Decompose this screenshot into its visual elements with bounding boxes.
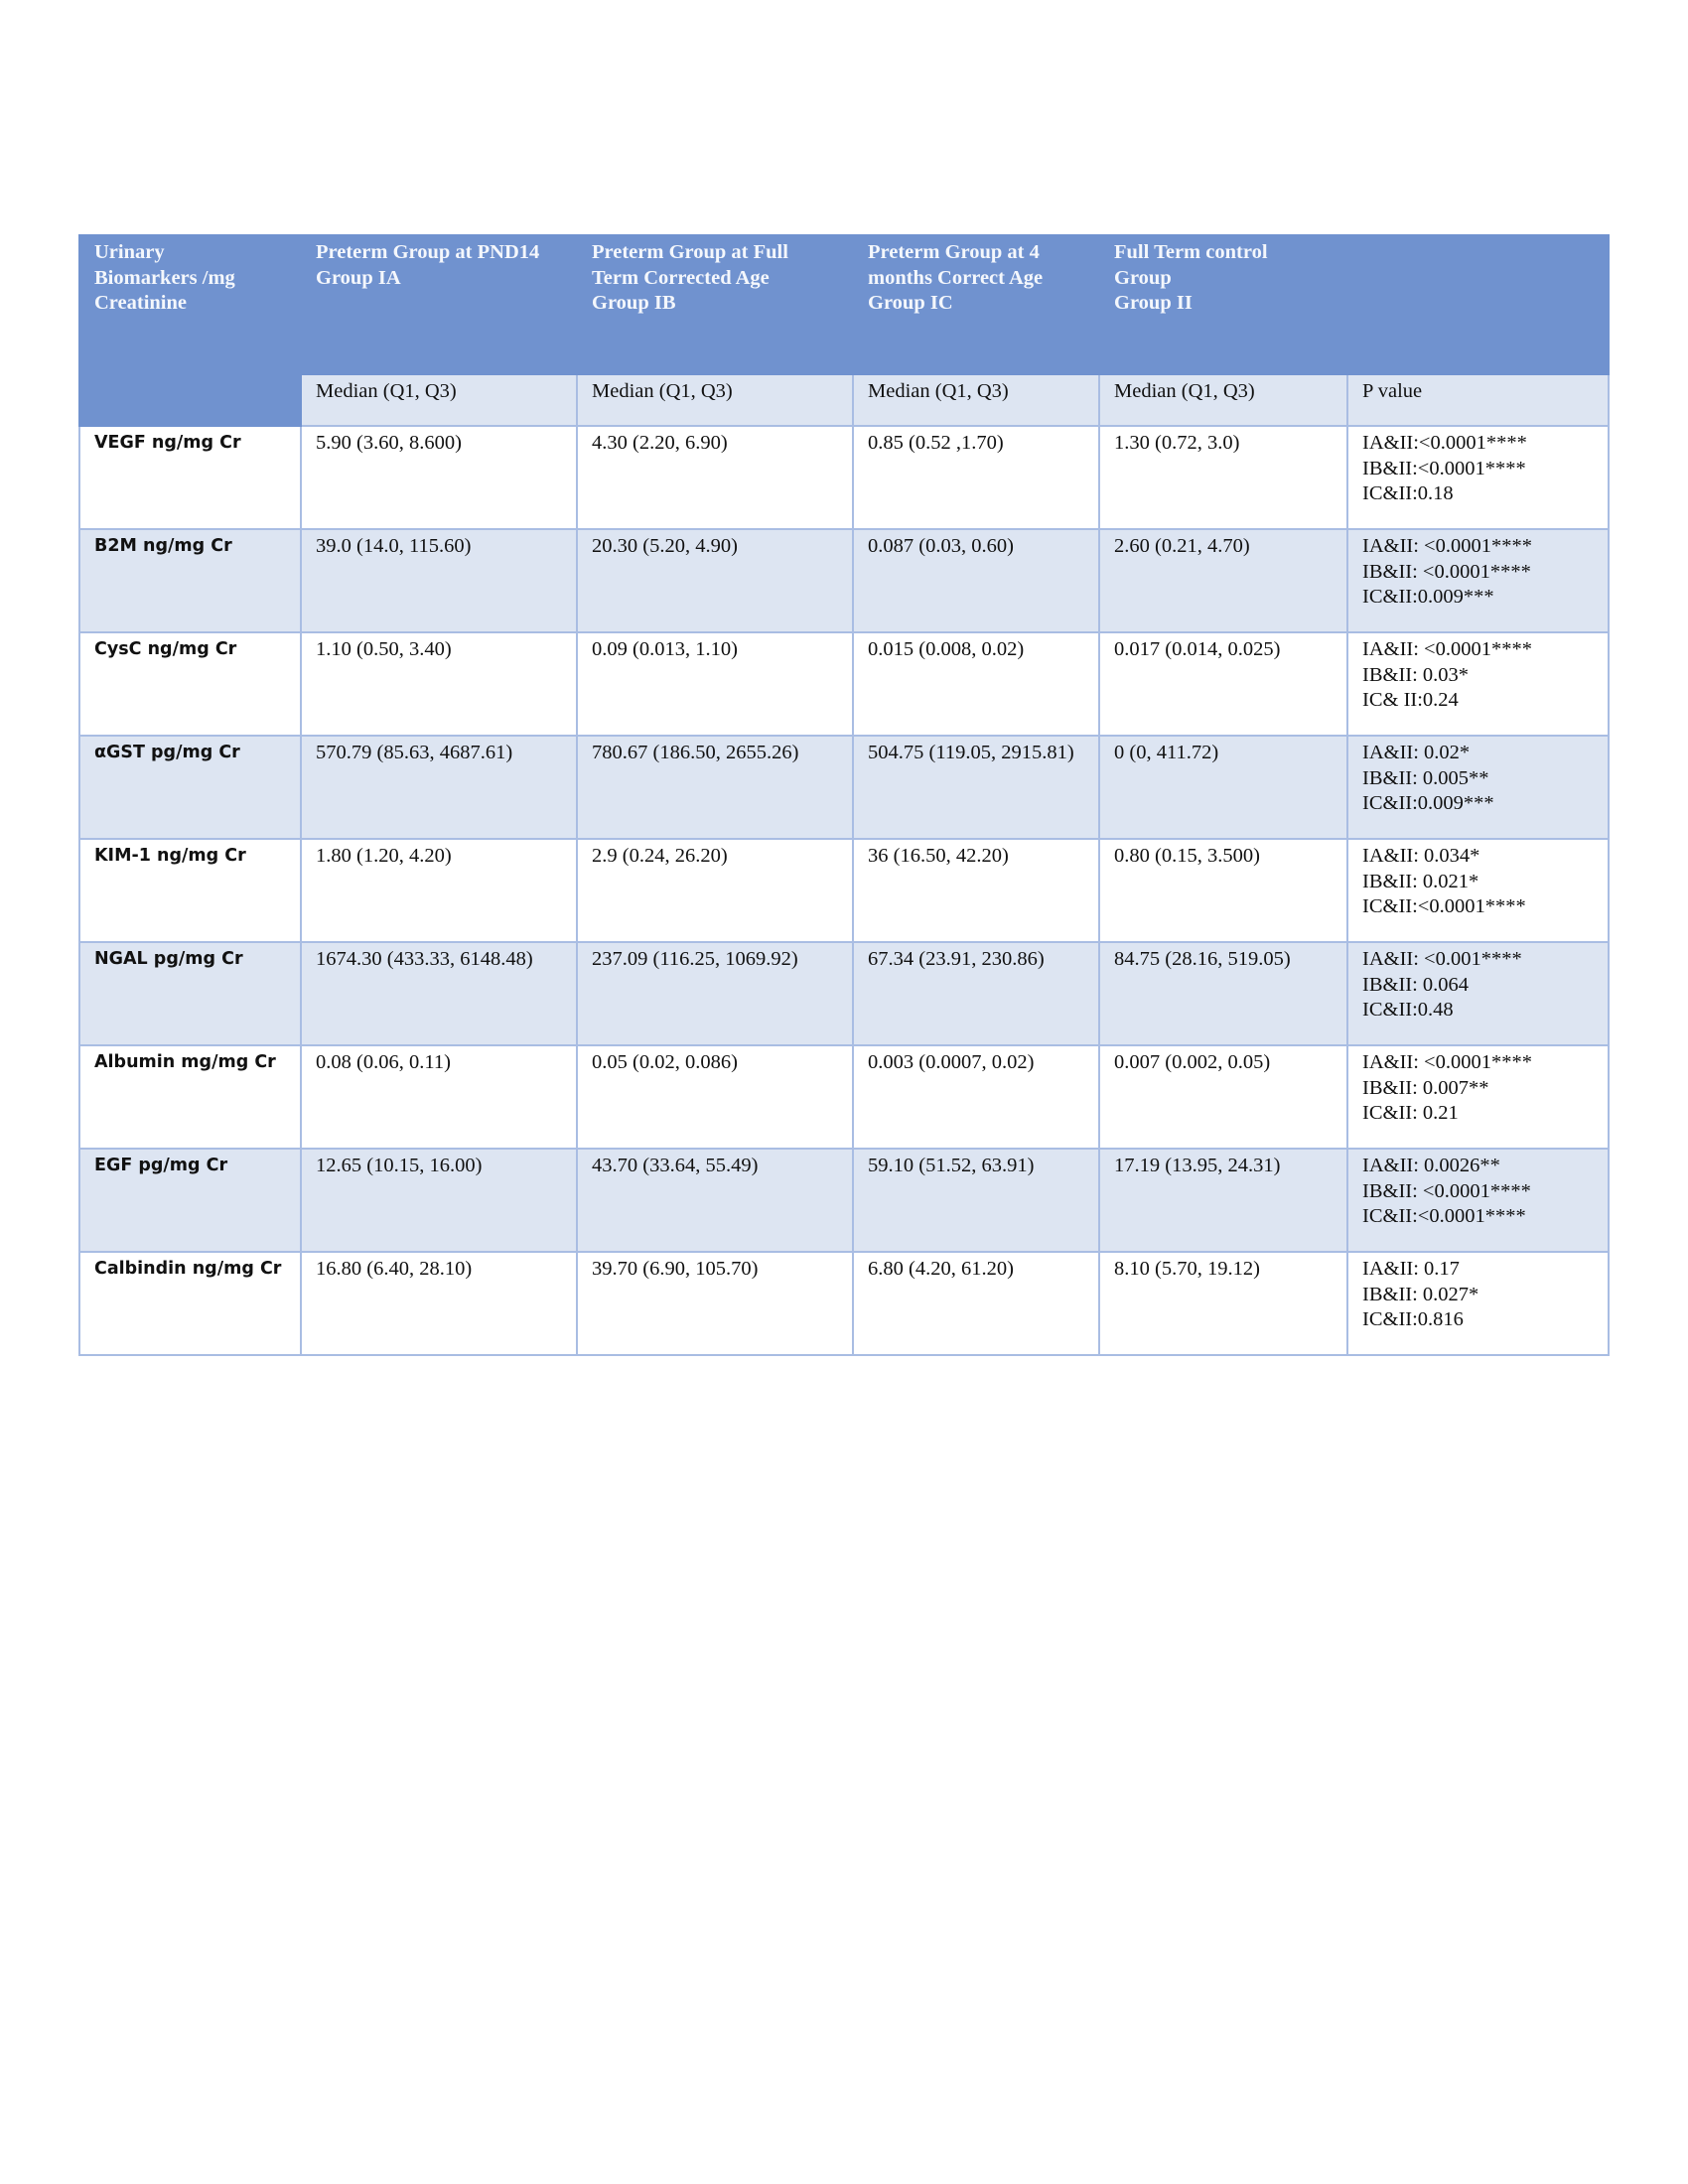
- marker-cell: Albumin mg/mg Cr: [79, 1045, 301, 1149]
- header-group-ib: [577, 235, 853, 374]
- pvalue-line: IC&II:0.009***: [1362, 586, 1494, 608]
- pvalue-line: IC&II:<0.0001****: [1362, 1205, 1526, 1227]
- pvalue-line: IA&II: 0.02*: [1362, 742, 1471, 763]
- marker-cell: B2M ng/mg Cr: [79, 529, 301, 632]
- marker-cell: Calbindin ng/mg Cr: [79, 1252, 301, 1355]
- value-cell-ia: 0.08 (0.06, 0.11): [301, 1045, 577, 1149]
- value-cell-ii: 2.60 (0.21, 4.70): [1099, 529, 1347, 632]
- header-stub-line: Creatinine: [94, 292, 188, 314]
- header-line: Full Term control: [1114, 241, 1268, 263]
- table-body: [79, 426, 1609, 1355]
- table-row: [79, 426, 1609, 529]
- value-cell-ii: 0.80 (0.15, 3.500): [1099, 839, 1347, 942]
- value-cell-ii: 8.10 (5.70, 19.12): [1099, 1252, 1347, 1355]
- pvalue-cell: [1347, 1252, 1609, 1355]
- value-cell-ic: 0.087 (0.03, 0.60): [853, 529, 1099, 632]
- biomarker-table-container: [78, 234, 1608, 1356]
- value-cell-ic: 59.10 (51.52, 63.91): [853, 1149, 1099, 1252]
- value-cell-ic: 36 (16.50, 42.20): [853, 839, 1099, 942]
- pvalue-cell: [1347, 529, 1609, 632]
- header-stub-line: Biomarkers /mg: [94, 266, 235, 289]
- pvalue-line: IA&II: <0.001****: [1362, 948, 1522, 970]
- pvalue-line: IB&II: 0.007**: [1362, 1076, 1489, 1099]
- value-cell-ia: 1.10 (0.50, 3.40): [301, 632, 577, 736]
- pvalue-cell: [1347, 1149, 1609, 1252]
- header-line: Group: [1114, 266, 1172, 289]
- value-cell-ia: 1674.30 (433.33, 6148.48): [301, 942, 577, 1045]
- header-line: Term Corrected Age: [592, 266, 770, 289]
- pvalue-cell: [1347, 632, 1609, 736]
- value-cell-ic: 504.75 (119.05, 2915.81): [853, 736, 1099, 839]
- table-subheader-row: [79, 374, 1609, 426]
- header-group-ia: [301, 235, 577, 374]
- subheader-median-ic: Median (Q1, Q3): [853, 374, 1099, 426]
- header-stub-line: Urinary: [94, 241, 165, 263]
- header-line: Group II: [1114, 292, 1193, 314]
- value-cell-ic: 0.003 (0.0007, 0.02): [853, 1045, 1099, 1149]
- pvalue-cell: [1347, 1045, 1609, 1149]
- table-row: [79, 1045, 1609, 1149]
- pvalue-cell: [1347, 426, 1609, 529]
- value-cell-ib: 20.30 (5.20, 4.90): [577, 529, 853, 632]
- value-cell-ia: 1.80 (1.20, 4.20): [301, 839, 577, 942]
- value-cell-ib: 43.70 (33.64, 55.49): [577, 1149, 853, 1252]
- value-cell-ib: 39.70 (6.90, 105.70): [577, 1252, 853, 1355]
- pvalue-line: IB&II: 0.064: [1362, 973, 1470, 996]
- header-line: months Correct Age: [868, 266, 1044, 289]
- value-cell-ib: 780.67 (186.50, 2655.26): [577, 736, 853, 839]
- table-row: [79, 529, 1609, 632]
- pvalue-cell: [1347, 839, 1609, 942]
- value-cell-ia: 5.90 (3.60, 8.600): [301, 426, 577, 529]
- table-row: [79, 1149, 1609, 1252]
- value-cell-ii: 0.017 (0.014, 0.025): [1099, 632, 1347, 736]
- pvalue-line: IB&II: 0.03*: [1362, 663, 1470, 686]
- subheader-median-ia: Median (Q1, Q3): [301, 374, 577, 426]
- value-cell-ii: 0.007 (0.002, 0.05): [1099, 1045, 1347, 1149]
- subheader-median-ii: Median (Q1, Q3): [1099, 374, 1347, 426]
- pvalue-line: IB&II: 0.021*: [1362, 870, 1479, 892]
- header-line: Group IB: [592, 292, 676, 314]
- value-cell-ia: 570.79 (85.63, 4687.61): [301, 736, 577, 839]
- pvalue-line: IC&II: 0.21: [1362, 1102, 1459, 1124]
- pvalue-line: IA&II: 0.0026**: [1362, 1155, 1500, 1176]
- header-group-ii: [1099, 235, 1347, 374]
- value-cell-ii: 1.30 (0.72, 3.0): [1099, 426, 1347, 529]
- pvalue-line: IB&II: <0.0001****: [1362, 560, 1531, 583]
- pvalue-line: IB&II: 0.027*: [1362, 1283, 1479, 1305]
- table-row: [79, 942, 1609, 1045]
- pvalue-line: IC&II:0.816: [1362, 1308, 1464, 1330]
- value-cell-ib: 2.9 (0.24, 26.20): [577, 839, 853, 942]
- value-cell-ic: 6.80 (4.20, 61.20): [853, 1252, 1099, 1355]
- value-cell-ii: 84.75 (28.16, 519.05): [1099, 942, 1347, 1045]
- marker-cell: VEGF ng/mg Cr: [79, 426, 301, 529]
- subheader-stub: [79, 374, 301, 426]
- header-pvalue-blank: [1347, 235, 1609, 374]
- pvalue-line: IA&II: 0.034*: [1362, 845, 1480, 867]
- header-line: Group IA: [316, 266, 401, 289]
- marker-cell: αGST pg/mg Cr: [79, 736, 301, 839]
- value-cell-ii: 0 (0, 411.72): [1099, 736, 1347, 839]
- marker-cell: EGF pg/mg Cr: [79, 1149, 301, 1252]
- pvalue-line: IB&II:<0.0001****: [1362, 457, 1526, 479]
- header-line: Preterm Group at PND14: [316, 241, 540, 263]
- table-row: [79, 839, 1609, 942]
- urinary-biomarkers-table: [78, 234, 1610, 1356]
- marker-cell: KIM-1 ng/mg Cr: [79, 839, 301, 942]
- pvalue-cell: [1347, 942, 1609, 1045]
- value-cell-ic: 0.85 (0.52 ,1.70): [853, 426, 1099, 529]
- value-cell-ib: 0.09 (0.013, 1.10): [577, 632, 853, 736]
- marker-cell: CysC ng/mg Cr: [79, 632, 301, 736]
- value-cell-ib: 237.09 (116.25, 1069.92): [577, 942, 853, 1045]
- table-header-row: [79, 235, 1609, 374]
- pvalue-line: IC&II:0.009***: [1362, 792, 1494, 814]
- value-cell-ic: 67.34 (23.91, 230.86): [853, 942, 1099, 1045]
- pvalue-line: IA&II:<0.0001****: [1362, 432, 1527, 454]
- marker-cell: NGAL pg/mg Cr: [79, 942, 301, 1045]
- pvalue-line: IA&II: <0.0001****: [1362, 1051, 1532, 1073]
- pvalue-line: IB&II: <0.0001****: [1362, 1179, 1531, 1202]
- table-row: [79, 632, 1609, 736]
- value-cell-ii: 17.19 (13.95, 24.31): [1099, 1149, 1347, 1252]
- pvalue-line: IC& II:0.24: [1362, 689, 1459, 711]
- subheader-pvalue: P value: [1347, 374, 1609, 426]
- header-group-ic: [853, 235, 1099, 374]
- pvalue-line: IA&II: <0.0001****: [1362, 535, 1532, 557]
- pvalue-line: IC&II:0.48: [1362, 999, 1454, 1021]
- subheader-median-ib: Median (Q1, Q3): [577, 374, 853, 426]
- header-line: Preterm Group at 4: [868, 241, 1040, 263]
- pvalue-line: IB&II: 0.005**: [1362, 766, 1489, 789]
- value-cell-ic: 0.015 (0.008, 0.02): [853, 632, 1099, 736]
- table-row: [79, 736, 1609, 839]
- pvalue-line: IC&II:0.18: [1362, 482, 1454, 504]
- value-cell-ia: 16.80 (6.40, 28.10): [301, 1252, 577, 1355]
- value-cell-ib: 4.30 (2.20, 6.90): [577, 426, 853, 529]
- value-cell-ia: 12.65 (10.15, 16.00): [301, 1149, 577, 1252]
- value-cell-ia: 39.0 (14.0, 115.60): [301, 529, 577, 632]
- pvalue-line: IA&II: 0.17: [1362, 1258, 1460, 1280]
- table-row: [79, 1252, 1609, 1355]
- pvalue-line: IA&II: <0.0001****: [1362, 638, 1532, 660]
- header-line: Group IC: [868, 292, 953, 314]
- pvalue-line: IC&II:<0.0001****: [1362, 895, 1526, 917]
- pvalue-cell: [1347, 736, 1609, 839]
- value-cell-ib: 0.05 (0.02, 0.086): [577, 1045, 853, 1149]
- header-line: Preterm Group at Full: [592, 241, 788, 263]
- header-stub: [79, 235, 301, 374]
